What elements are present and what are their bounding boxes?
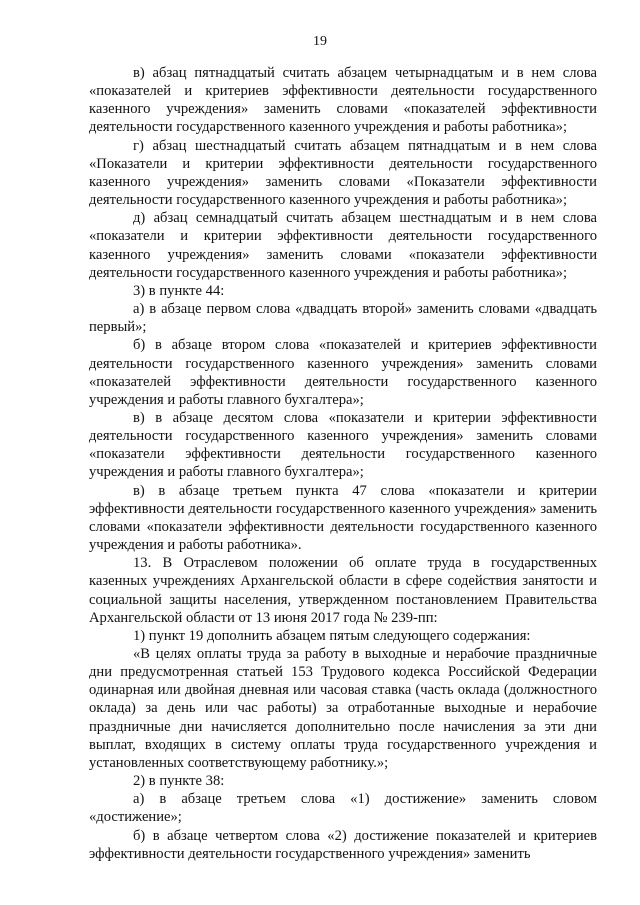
paragraph: в) в абзаце третьем пункта 47 слова «показатели и критерии эффективности деятельности государственного казенного учреждения» заменить словами «показатели эффективности деятельности государственного казенного учреждения и работы работника». (89, 482, 597, 554)
paragraph: в) абзац пятнадцатый считать абзацем четырнадцатым и в нем слова «показателей и критериев эффективности деятельности государственного казенного учреждения» заменить словами «показателей эффективности деятельности государственного казенного учреждения и работы работника»; (89, 65, 597, 136)
document-body (89, 64, 597, 863)
page-number: 19 (313, 34, 327, 49)
paragraph: 3) в пункте 44: (133, 282, 225, 299)
paragraph: а) в абзаце первом слова «двадцать второй» заменить словами «двадцать первый»; (89, 301, 597, 336)
paragraph: в) в абзаце десятом слова «показатели и критерии эффективности деятельности государственного казенного учреждения» заменить словами «показатели эффективности деятельности государственного казенного учреждения и работы главного бухгалтера»; (89, 409, 597, 481)
paragraph: 2) в пункте 38: (133, 773, 225, 790)
paragraph: д) абзац семнадцатый считать абзацем шестнадцатым и в нем слова «показатели и критерии эффективности деятельности государственного казенного учреждения» заменить словами «показатели эффективности деятельности государственного казенного учреждения и работы работника»; (89, 210, 597, 281)
paragraph: г) абзац шестнадцатый считать абзацем пятнадцатым и в нем слова «Показатели и критерии эффективности деятельности государственного казенного учреждения» заменить словами «Показатели эффективности деятельности государственного казенного учреждения и работы работника»; (89, 137, 597, 209)
paragraph: а) в абзаце третьем слова «1) достижение» заменить словом «достижение»; (89, 791, 597, 826)
paragraph: б) в абзаце втором слова «показателей и критериев эффективности деятельности государственного казенного учреждения» заменить словами «показателей эффективности деятельности государственного казенного учреждения и работы главного бухгалтера»; (89, 337, 597, 408)
paragraph: б) в абзаце четвертом слова «2) достижение показателей и критериев эффективности деятельности государственного учреждения» заменить (89, 827, 597, 862)
paragraph: 13. В Отраслевом положении об оплате труда в государственных казенных учреждениях Архангельской области в сфере содействия занятости и социальной защиты населения, утвержденном постановлением Правительства Архангельской области от 13 июня 2017 года № 239-пп: (89, 555, 597, 626)
paragraph: «В целях оплаты труда за работу в выходные и нерабочие праздничные дни предусмотренная статьей 153 Трудового кодекса Российской Федерации одинарная или двойная дневная или часовая ставка (часть оклада (должностного оклада) за день или час работы) за отработанные выходные и нерабочие праздничные дни начисляется дополнительно после начисления за эти дни выплат, входящих в систему оплаты труда государственного учреждения и установленных соответствующему работнику.»; (89, 646, 597, 771)
paragraph: 1) пункт 19 дополнить абзацем пятым следующего содержания: (133, 627, 531, 644)
